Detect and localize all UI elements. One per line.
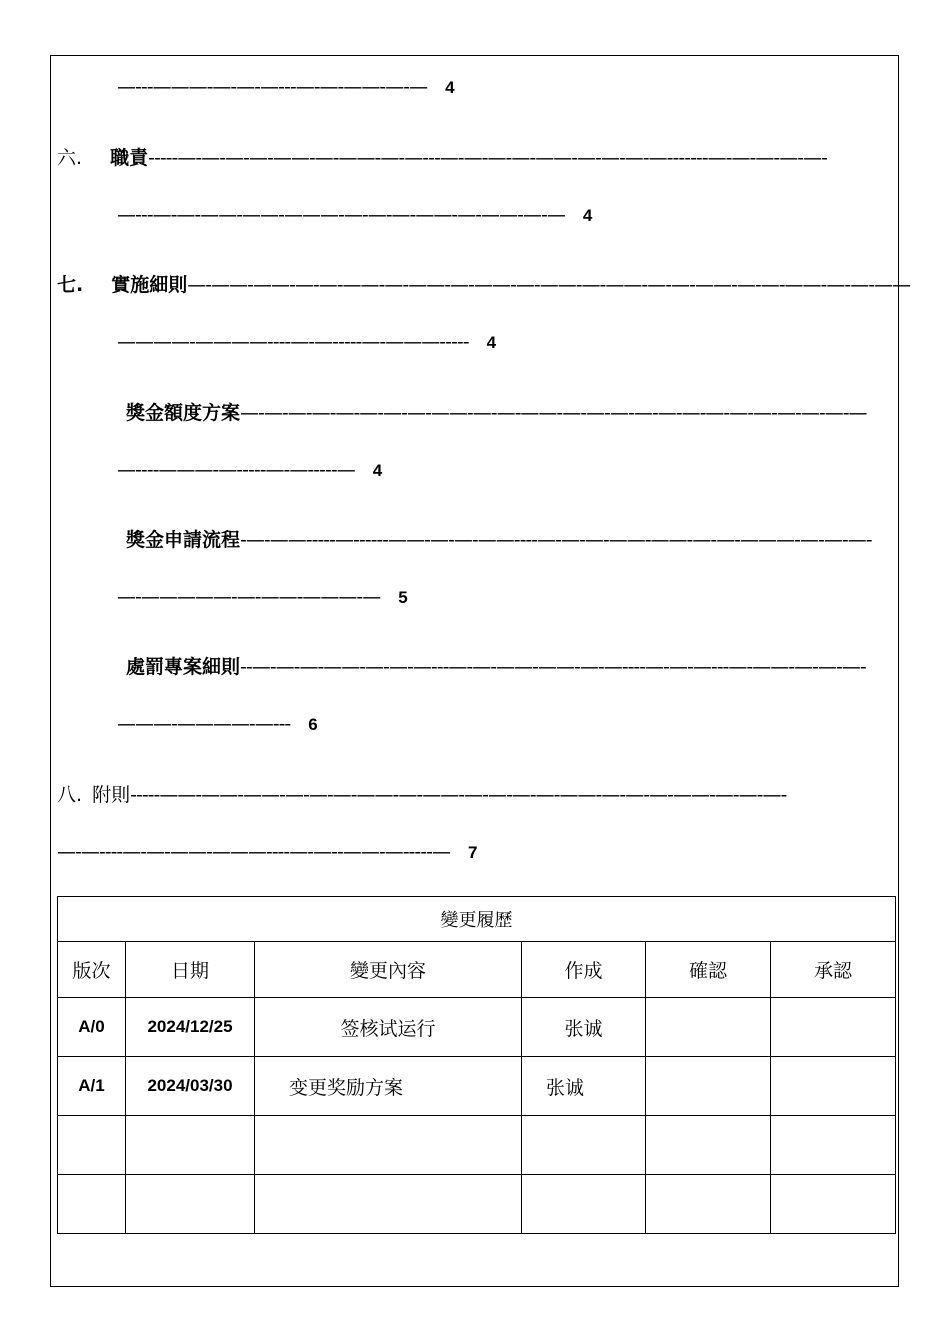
table-cell (522, 1175, 646, 1234)
toc-page-number: 4 (445, 78, 455, 97)
table-cell (126, 1175, 255, 1234)
table-cell (58, 1116, 126, 1175)
toc-page-number: 7 (467, 843, 478, 862)
table-cell: A/1 (58, 1057, 126, 1116)
column-header: 作成 (522, 942, 646, 998)
table-cell (522, 1116, 646, 1175)
table-row (58, 1116, 896, 1175)
toc-leader: ————-————----—-—-----—-———----- (117, 331, 469, 353)
toc-section-title: 附則 (92, 784, 131, 806)
table-cell (255, 1175, 522, 1234)
table-row (58, 1057, 896, 1116)
column-header: 日期 (126, 942, 255, 998)
table-cell (646, 998, 771, 1057)
table-cell (646, 1057, 771, 1116)
table-cell (771, 1116, 896, 1175)
toc-line (117, 330, 496, 355)
table-cell: 变更奖励方案 (255, 1057, 522, 1116)
table-cell: A/0 (58, 998, 126, 1057)
toc-leader: ———-————-—--- (117, 713, 291, 735)
toc-page-number: 5 (398, 588, 408, 607)
toc-leader: —-—-—-—-—-—-—-—-——-—-—-——-—-—-—-—-—-—-—-—-—-—-—-—-— (240, 402, 867, 424)
toc-line (126, 655, 866, 679)
column-header: 承認 (771, 942, 896, 998)
toc-leader: —-——-——-—-—-——-—-——-—-——-—-——-—-——-—-—-——-—-—-——-—-—-—— (187, 274, 911, 296)
column-header: 版次 (58, 942, 126, 998)
toc-line (117, 585, 408, 610)
toc-leader: —-—————-—-——-———-— (117, 586, 381, 608)
table-cell (771, 1175, 896, 1234)
table-row (58, 1175, 896, 1234)
toc-leader: -—-——-----—------——-—-—-——----—-—-—-——-——-—-—-———-—-—-—- (240, 529, 872, 551)
toc-subsection-title: 處罰專案細則 (126, 656, 241, 678)
toc-page-number: 6 (308, 715, 318, 734)
table-row (58, 998, 896, 1057)
toc-line (117, 458, 382, 483)
toc-page-number: 4 (582, 206, 593, 225)
table-cell: 张诚 (522, 998, 646, 1057)
column-header: 確認 (646, 942, 771, 998)
toc-subsection-title: 獎金申請流程 (126, 529, 241, 551)
toc-leader: --—-—-—-——-—-—-—---—-—-——-——-—-—----—-—-—---—-——-—-—-—- (240, 656, 866, 678)
toc-line (126, 528, 872, 552)
table-cell (126, 1116, 255, 1175)
table-title: 變更履歷 (58, 897, 896, 942)
toc-line (126, 401, 867, 425)
toc-leader: —---—-—-——-——-———-—-—-—-——-—-——-—-— (117, 204, 565, 226)
toc-line (57, 146, 827, 170)
toc-leader: —-—----—-—-——-———----—-—--——-—-----— (57, 841, 450, 863)
table-cell (646, 1175, 771, 1234)
toc-section-title: 實施細則 (111, 274, 188, 296)
toc-leader: -----——-——-——-—-—-—-——-—-——-—-—-—-—-——-—-—-—-——-—-—-—- (130, 784, 787, 806)
toc-subsection-title: 獎金額度方案 (126, 402, 241, 424)
change-history-table (57, 896, 896, 1234)
column-header: 變更內容 (255, 942, 522, 998)
toc-section-title: 職責 (110, 147, 149, 169)
toc-page-number: 4 (486, 333, 497, 352)
table-cell: 签核试运行 (255, 998, 522, 1057)
table-cell (646, 1116, 771, 1175)
toc-section-number: 七. (57, 274, 84, 296)
toc-line (117, 75, 455, 100)
table-cell (58, 1175, 126, 1234)
toc-leader: —---———-—-—-—---—-—-——-—-— (117, 76, 428, 98)
table-cell (255, 1116, 522, 1175)
toc-section-number: 八. (57, 784, 83, 806)
toc-line (57, 273, 910, 297)
table-cell: 张诚 (522, 1057, 646, 1116)
table-cell: 2024/03/30 (126, 1057, 255, 1116)
toc-line (117, 203, 592, 228)
toc-section-number: 六. (57, 147, 83, 169)
table-cell: 2024/12/25 (126, 998, 255, 1057)
toc-leader: —----———-—-----—-—-----— (117, 459, 355, 481)
toc-line (57, 840, 477, 865)
toc-page-number: 4 (372, 461, 383, 480)
toc-line (57, 783, 786, 807)
table-header-row (58, 942, 896, 998)
table-title-row (58, 897, 896, 942)
table-cell (771, 1057, 896, 1116)
toc-leader: -----—-—-—-—-——-—-——-—-—---—-—-—-—-——-—-—-—-—-------—-—-—-—-—- (148, 147, 827, 169)
table-cell (771, 998, 896, 1057)
toc-line (117, 712, 318, 737)
